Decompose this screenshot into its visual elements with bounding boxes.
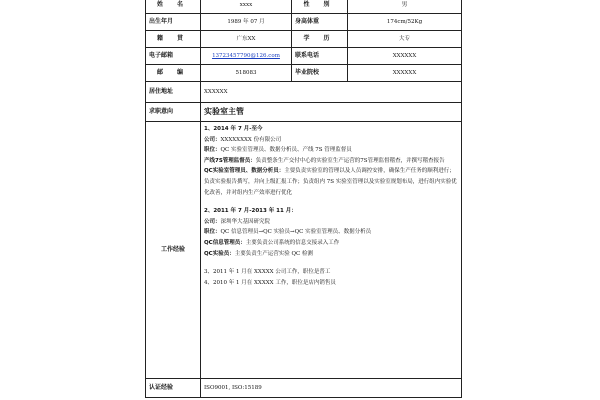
cert-label: 认证经验 xyxy=(146,379,201,398)
gender-label: 性 别 xyxy=(292,0,348,14)
row-zip xyxy=(146,65,462,82)
school-value: XXXXXX xyxy=(348,65,462,82)
zip-value: 518083 xyxy=(201,65,292,82)
job1-company: 公司：XXXXXXXX 份有限公司 xyxy=(204,136,282,143)
birth-label: 出生年月 xyxy=(146,14,201,31)
phone-label: 联系电话 xyxy=(292,48,348,65)
row-intent xyxy=(146,103,462,122)
name-value: xxxx xyxy=(201,0,292,14)
job1-period: 1、2014 年 7 月-至今 xyxy=(204,126,263,132)
job2-period: 2、2011 年 7 月-2013 年 11 月： xyxy=(204,208,297,215)
job1-7s: 产线7S管理监督员：负责整条生产交付中心的实验室生产运营的7S管理监督稽查，并撰写稽查报告 xyxy=(204,157,445,164)
phone-value: XXXXXX xyxy=(348,48,462,65)
job1-qc: QC实验室管理员、数据分析员：主要负责实验室的管理以及人员调控安排，确保生产任务的顺利进行；负责实验报告撰写，并向上级汇报工作；负责组内 7S 实验室管理以及实验室规划布局，进行组内实验优化改善，并对组内生产效率进行优化 xyxy=(204,168,457,196)
hw-value: 174cm/52Kg xyxy=(348,14,462,31)
school-label: 毕业院校 xyxy=(292,65,348,82)
gender-value: 男 xyxy=(348,0,462,14)
job2-position: 职位：QC 信息管理员→QC 实验员→QC 实验室管理员、数据分析员 xyxy=(204,229,372,236)
job3: 3、2011 年 1 月在 XXXXX 公司工作，职位是普工 xyxy=(204,269,331,276)
row-origin xyxy=(146,31,462,48)
email-label: 电子邮箱 xyxy=(146,48,201,65)
resume-sheet xyxy=(145,0,461,398)
edu-label: 学 历 xyxy=(292,31,348,48)
edu-value: 大专 xyxy=(348,31,462,48)
row-address xyxy=(146,82,462,103)
email-cell xyxy=(201,48,292,65)
job2-company: 公司：深圳华大基因研究院 xyxy=(204,218,271,225)
row-cert xyxy=(146,379,462,398)
job2-exp: QC实验员：主要负责生产运营实验 QC 检测 xyxy=(204,250,313,257)
intent-label: 求职意向 xyxy=(146,103,201,122)
birth-value: 1989 年 07 月 xyxy=(201,14,292,31)
row-birth xyxy=(146,14,462,31)
job2-info: QC信息管理员：主要负责公司系统的信息交接录入工作 xyxy=(204,239,340,246)
address-value: XXXXXX xyxy=(201,82,462,103)
row-name xyxy=(146,0,462,14)
zip-label: 邮 编 xyxy=(146,65,201,82)
intent-value: 实验室主管 xyxy=(201,103,462,122)
cert-value: ISO9001, ISO:15189 xyxy=(201,379,462,398)
row-work xyxy=(146,122,462,379)
work-label: 工作经验 xyxy=(146,122,201,379)
email-link[interactable]: 13723457790@126.com xyxy=(212,53,280,59)
work-content xyxy=(201,122,462,379)
hw-label: 身高体重 xyxy=(292,14,348,31)
row-email xyxy=(146,48,462,65)
address-label: 居住地址 xyxy=(146,82,201,103)
job4: 4、2010 年 1 月在 XXXXX 工作，职位是店内销售员 xyxy=(204,279,336,286)
origin-label: 籍 贯 xyxy=(146,31,201,48)
job1-position: 职位：QC 实验室管理员、数据分析员、产线 7S 管理监督员 xyxy=(204,147,352,154)
name-label: 姓 名 xyxy=(146,0,201,14)
resume-table xyxy=(145,0,462,398)
origin-value: 广东XX xyxy=(201,31,292,48)
